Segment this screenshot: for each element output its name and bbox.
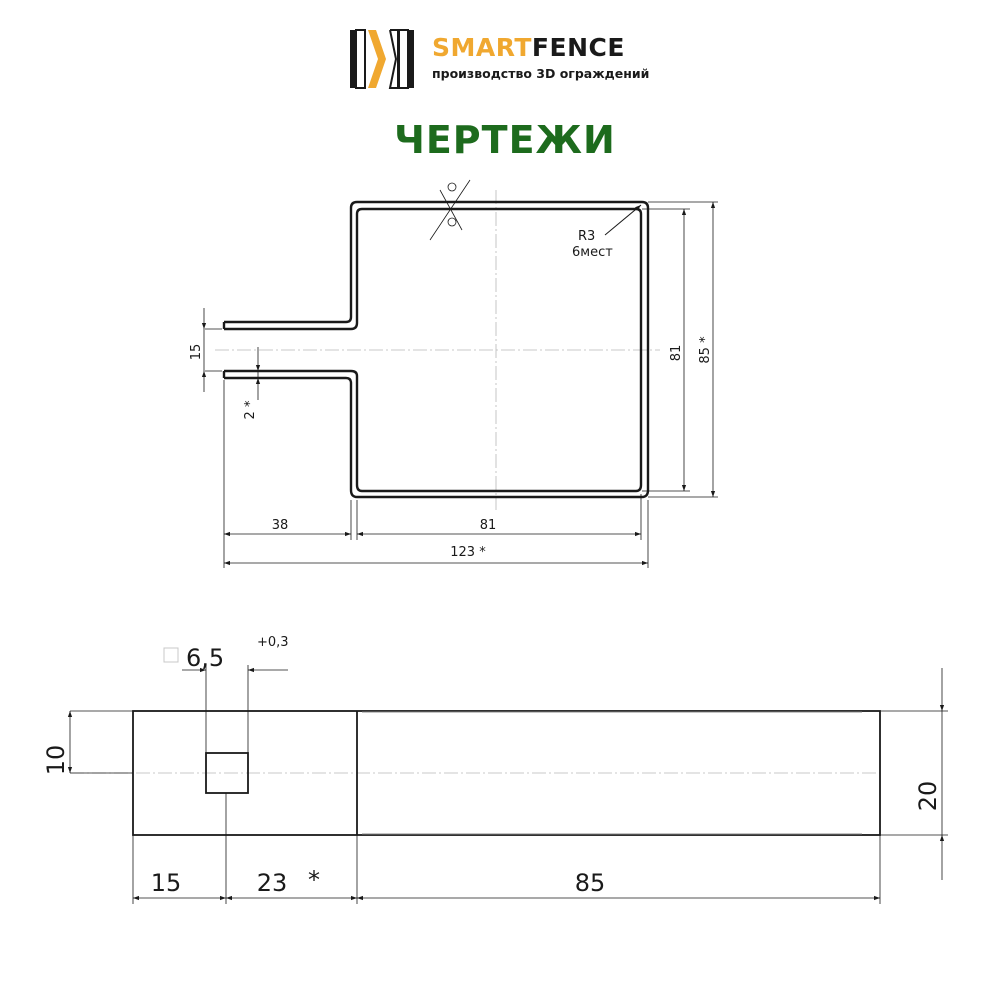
brand-name-part2: FENCE	[531, 33, 625, 62]
hole-size-dimension	[164, 648, 288, 753]
hole-position-label: 15	[150, 869, 182, 897]
brand-name-part1: SMART	[432, 33, 532, 62]
inner-width-label: 81	[479, 518, 497, 533]
plan-flange-length-label: 23	[256, 869, 288, 897]
body-length-label: 85	[574, 869, 606, 897]
tolerance-label: +0,3	[257, 635, 289, 650]
hole-offset-dimension	[70, 711, 133, 773]
profile-view	[189, 180, 718, 568]
length-dimensions	[133, 793, 880, 904]
plan-view	[42, 635, 948, 904]
width-dimensions	[224, 380, 648, 568]
height-20-dimension	[880, 668, 948, 880]
flange-length-label: 38	[271, 518, 289, 533]
total-width-label: 123 *	[450, 545, 486, 560]
thickness-dimension-label: 2 *	[243, 400, 258, 420]
radius-leader	[572, 205, 641, 260]
radius-label: R3	[578, 229, 596, 244]
plan-flange-star-label: *	[308, 866, 320, 894]
height-label: 20	[914, 780, 942, 812]
page-heading: ЧЕРТЕЖИ	[394, 118, 616, 162]
outer-height-label: 85 *	[698, 336, 713, 364]
brand-tagline: производство 3D ограждений	[432, 66, 650, 81]
hole-size-label: 6,5	[186, 644, 225, 672]
radius-count-label: 6мест	[572, 245, 613, 260]
inner-height-label: 81	[669, 344, 684, 362]
gap-dimension-label: 15	[189, 343, 204, 361]
hole-offset-label: 10	[42, 744, 70, 776]
